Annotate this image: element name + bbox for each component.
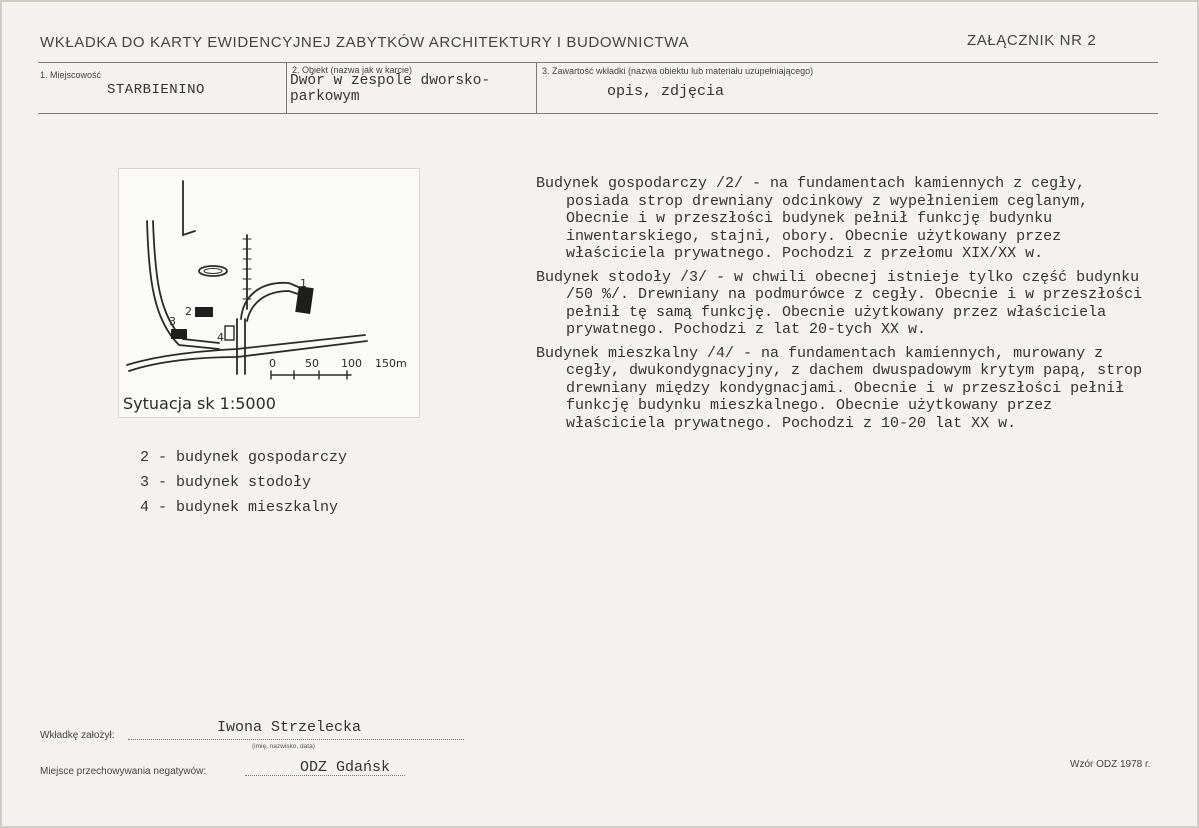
building-number-4: 4 <box>217 331 224 344</box>
form-title: WKŁADKA DO KARTY EWIDENCYJNEJ ZABYTKÓW ARCHITEKTURY I BUDOWNICTWA <box>40 34 690 51</box>
building-2 <box>195 307 213 317</box>
column-divider-2 <box>536 62 537 113</box>
form-code: Wzór ODZ 1978 r. <box>1070 759 1151 770</box>
table-top-line <box>38 62 1158 63</box>
building-number-1: 1 <box>300 277 307 290</box>
scale-tick-100: 100 <box>341 357 362 370</box>
author-label: Wkładkę założył: <box>40 730 115 741</box>
author-hint: (imię, nazwisko, data) <box>252 743 315 750</box>
storage-value: ODZ Gdańsk <box>300 759 391 776</box>
description-paragraph-barn: Budynek stodoły /3/ - w chwili obecnej istnieje tylko część budynku /50 %/. Drewniany na podmurówce z cegły. Obecnie i w przeszłości pełnił tę samą funkcję. Obecnie użytkowany przez właściciela prywatnego. Pochodzi z lat 20-tych XX w. <box>536 268 1152 338</box>
description-paragraph-farm-building: Budynek gospodarczy /2/ - na fundamentach kamiennych z cegły, posiada strop drewniany odcinkowy z wypełnieniem ceglanym, Obecnie i w przeszłości budynek pełnił funkcję budynku inwentarskiego, stajni, obory. Obecnie użytkowany przez właściciela prywatnego. Pochodzi z przełomu XIX/XX w. <box>536 175 1098 262</box>
legend-item-3: 3 - budynek stodoły <box>140 474 312 491</box>
building-number-3: 3 <box>169 315 176 328</box>
building-3 <box>171 329 187 339</box>
scale-tick-150: 150m <box>375 357 407 370</box>
site-map-drawing <box>119 169 419 417</box>
author-value: Iwona Strzelecka <box>217 719 362 736</box>
description-block <box>536 175 1156 438</box>
description-paragraph-residential: Budynek mieszkalny /4/ - na fundamentach kamiennych, murowany z cegły, dwukondygnacyjny, z dachem dwuspadowym krytym papą, strop drewniany między kondygnacjami. Obecnie i w przeszłości pełnił funkcję budynku mieszkalnego. Obecnie użytkowany przez właściciela prywatnego. Pochodzi z 10-20 lat XX w. <box>536 344 1152 432</box>
legend-item-2: 2 - budynek gospodarczy <box>140 449 348 466</box>
author-dotted-line <box>128 739 464 740</box>
content-value: opis, zdjęcia <box>607 83 725 100</box>
site-map <box>118 168 420 418</box>
annex-number: ZAŁĄCZNIK NR 2 <box>967 32 1097 49</box>
legend-item-4: 4 - budynek mieszkalny <box>140 499 339 516</box>
locality-value: STARBIENINO <box>107 82 205 98</box>
storage-label: Miejsce przechowywania negatywów: <box>40 766 207 777</box>
scale-tick-50: 50 <box>305 357 319 370</box>
map-caption: Sytuacja sk 1:5000 <box>123 394 276 413</box>
scale-tick-0: 0 <box>269 357 276 370</box>
object-value: Dwór w zespole dworsko-parkowym <box>290 73 491 105</box>
building-number-2: 2 <box>185 305 192 318</box>
building-4 <box>225 326 234 340</box>
locality-label: 1. Miejscowość <box>40 70 102 80</box>
north-arrow-icon <box>183 181 195 235</box>
object-label: 2. Obiekt (nazwa jak w karcie) <box>292 65 413 75</box>
table-bottom-line <box>38 113 1158 114</box>
building-1 <box>295 286 313 314</box>
column-divider-1 <box>286 62 287 113</box>
content-label: 3. Zawartość wkładki (nazwa obiektu lub materiału uzupełniającego) <box>542 66 814 76</box>
